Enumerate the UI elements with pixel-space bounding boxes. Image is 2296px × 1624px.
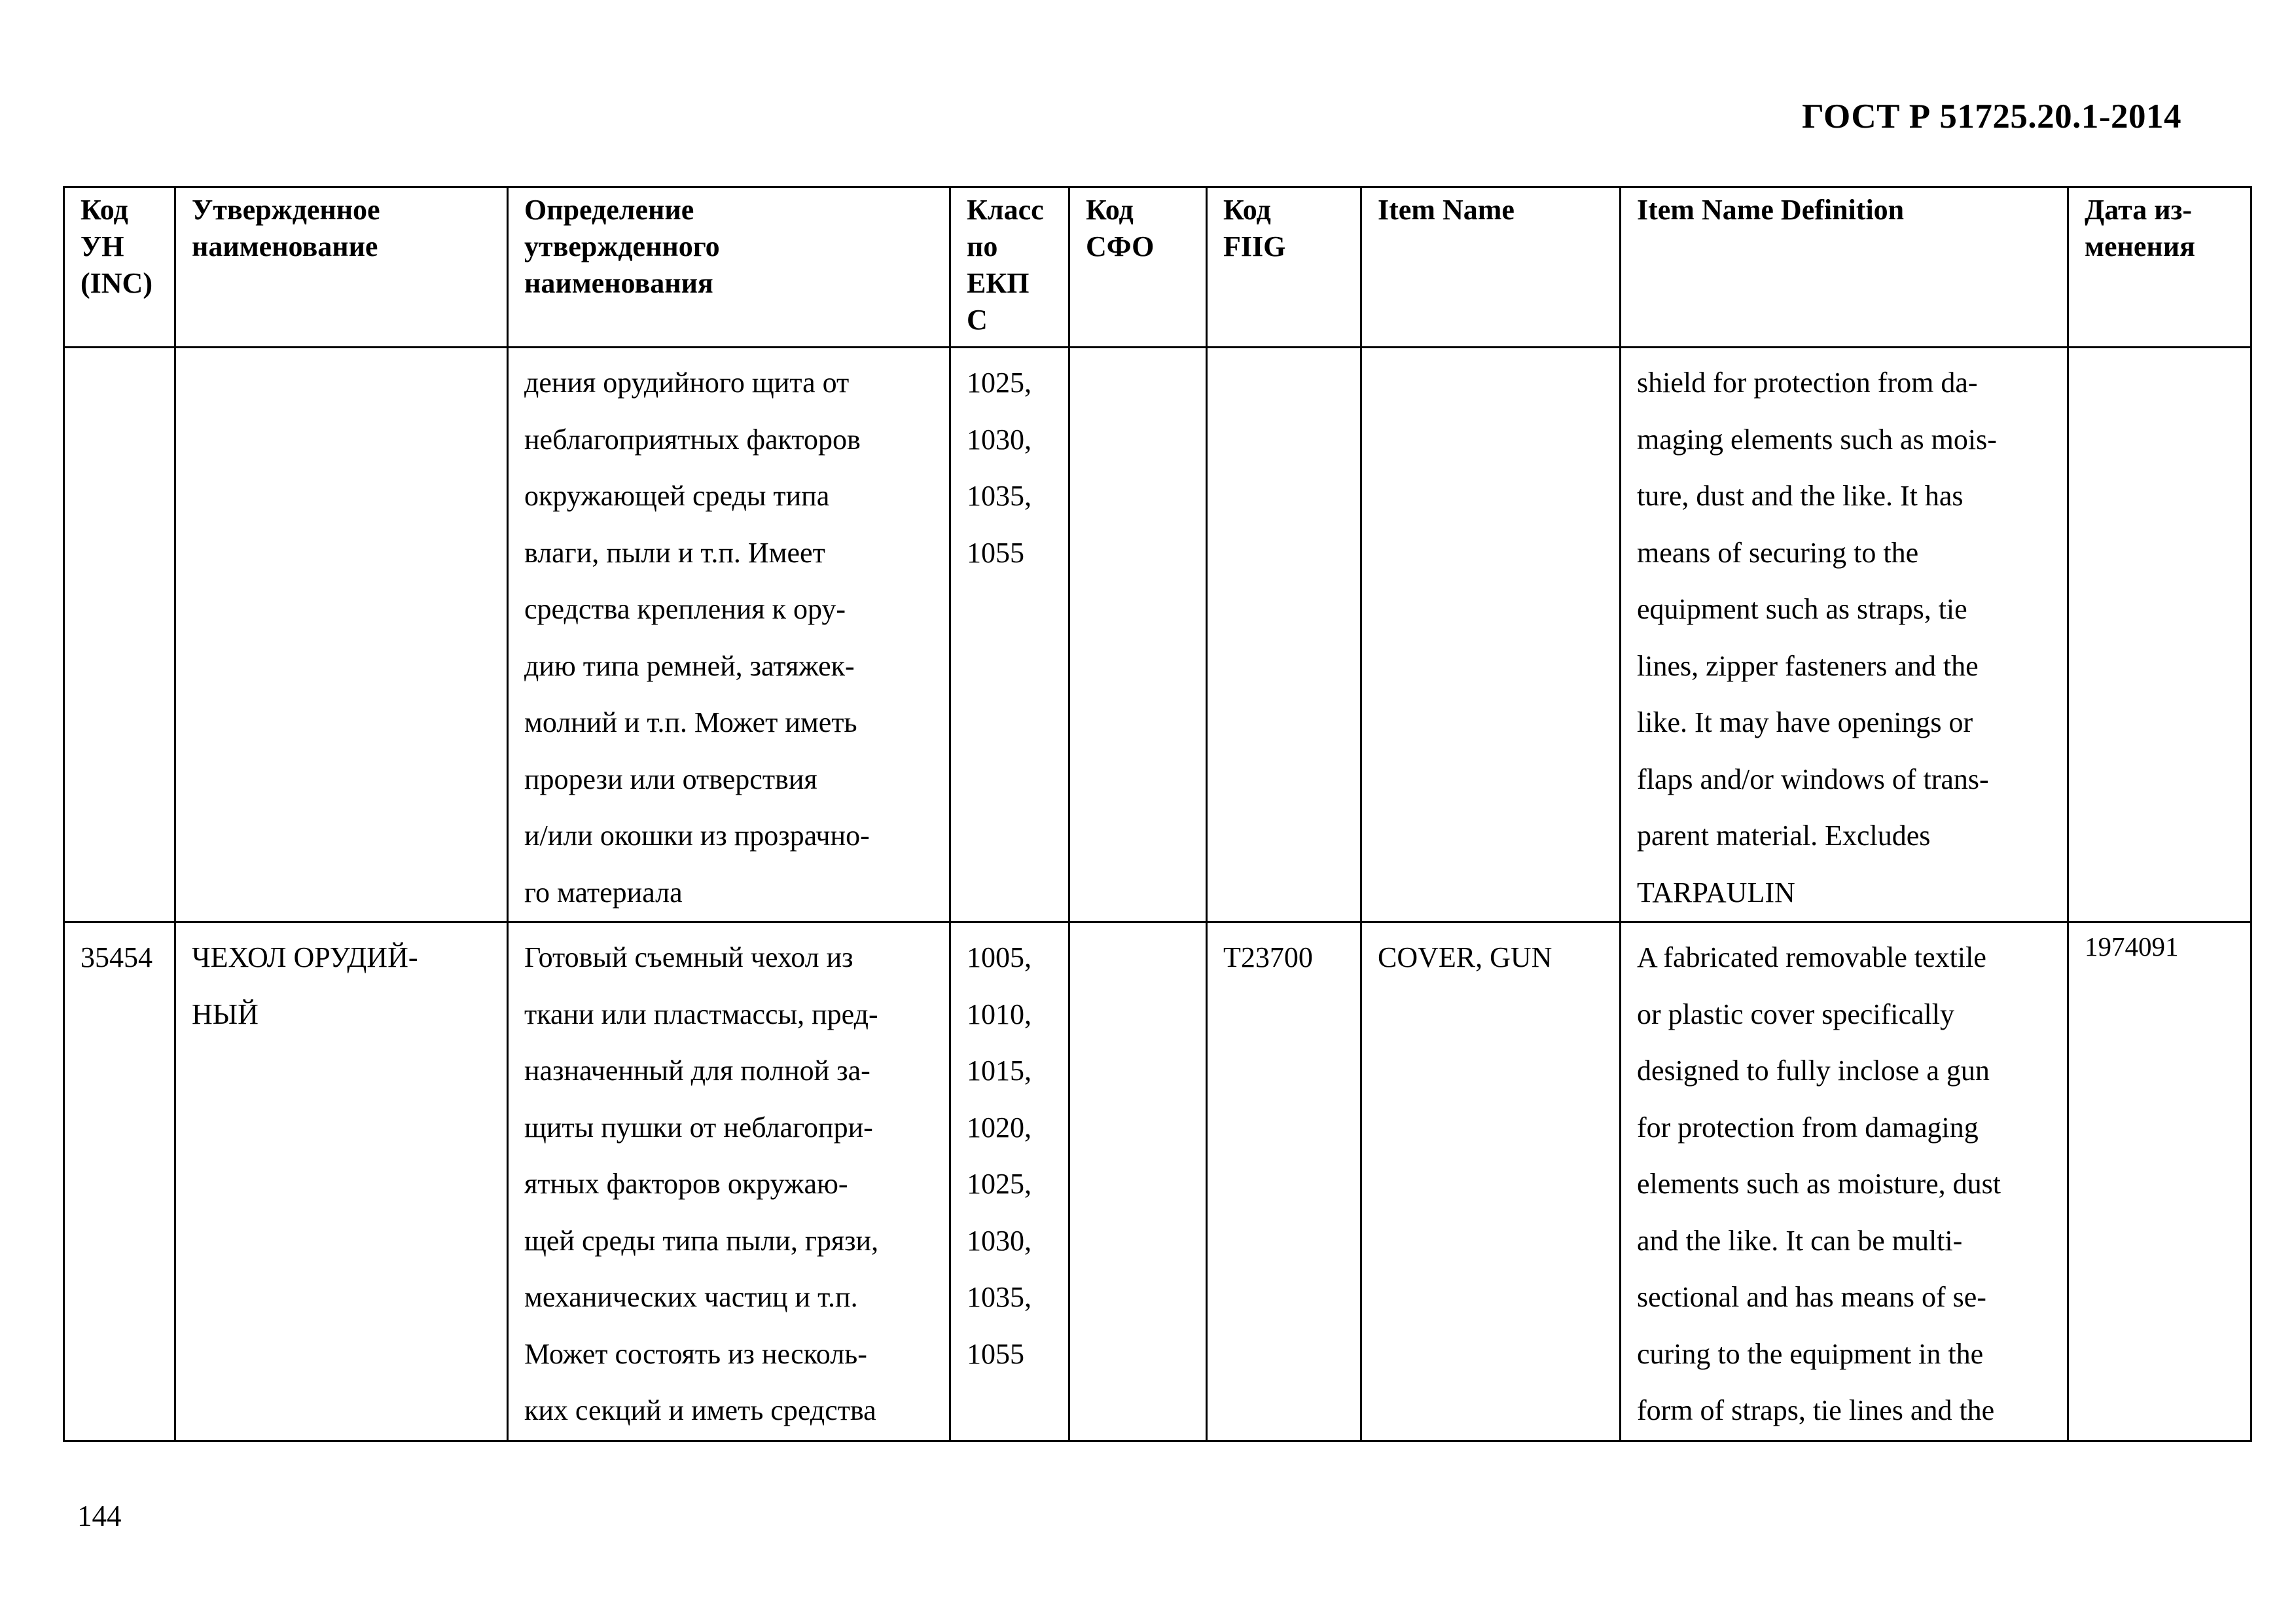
cell-fiig (1207, 348, 1361, 922)
cell-line: УН (81, 230, 124, 262)
cell-line: FIIG (1223, 230, 1286, 262)
cell-line: flaps and/or windows of trans- (1637, 763, 1989, 795)
cell-line: С (967, 304, 988, 336)
cell-inc (64, 922, 175, 1441)
cell-line: ЧЕХОЛ ОРУДИЙ- (192, 941, 418, 973)
cell-line: 1030, (967, 1224, 1031, 1257)
cell-line: Готовый съемный чехол из (524, 941, 853, 973)
cell-line: НЫЙ (192, 998, 259, 1030)
cell-line: 1035, (967, 1281, 1031, 1313)
cell-line: 1025, (967, 367, 1031, 399)
cell-line: 1974091 (2085, 931, 2179, 962)
cell-line: по (967, 230, 998, 262)
cell-line: lines, zipper fasteners and the (1637, 649, 1979, 682)
table-header-row (64, 187, 2251, 348)
cell-line: прорези или отверствия (524, 763, 817, 795)
cell-line: form of straps, tie lines and the (1637, 1394, 1995, 1426)
header-inc (64, 187, 175, 348)
cell-item-definition (1621, 922, 2068, 1441)
cell-line: ких секций и иметь средства (524, 1394, 876, 1426)
cell-line: or plastic cover specifically (1637, 998, 1955, 1030)
table-row (64, 922, 2251, 1441)
cell-line: щей среды типа пыли, грязи, (524, 1224, 879, 1257)
cell-definition-ru (508, 348, 950, 922)
cell-line: назначенный для полной за- (524, 1055, 870, 1087)
cell-line: наименование (192, 230, 378, 262)
cell-line: COVER, GUN (1378, 941, 1552, 973)
cell-change-date (2068, 348, 2251, 922)
cell-line: 1005, (967, 941, 1031, 973)
cell-line: наименования (524, 267, 713, 299)
cell-line: Item Name Definition (1637, 194, 1905, 226)
header-definition-ru (508, 187, 950, 348)
cell-sfo (1069, 348, 1207, 922)
cell-line: щиты пушки от неблагопри- (524, 1111, 873, 1144)
cell-inc (64, 348, 175, 922)
cell-line: ture, dust and the like. It has (1637, 480, 1964, 512)
cell-line: T23700 (1223, 941, 1313, 973)
header-name-ru (175, 187, 508, 348)
cell-line: средства крепления к ору- (524, 593, 846, 625)
page-number: 144 (77, 1500, 122, 1532)
cell-name-ru (175, 348, 508, 922)
cell-line: maging elements such as mois- (1637, 423, 1997, 456)
cell-item-name (1361, 348, 1621, 922)
cell-line: 1010, (967, 998, 1031, 1030)
header-item-definition (1621, 187, 2068, 348)
cell-line: like. It may have openings or (1637, 706, 1973, 738)
cell-line: sectional and has means of se- (1637, 1281, 1986, 1313)
cell-line: Дата из- (2085, 194, 2192, 226)
cell-line: 1055 (967, 536, 1024, 569)
cell-line: and the like. It can be multi- (1637, 1224, 1963, 1257)
document-code: ГОСТ Р 51725.20.1-2014 (1802, 98, 2181, 135)
header-fiig (1207, 187, 1361, 348)
cell-line: неблагоприятных факторов (524, 423, 861, 456)
cell-line: менения (2085, 230, 2195, 262)
cell-line: дения орудийного щита от (524, 367, 850, 399)
table-row (64, 348, 2251, 922)
cell-line: 1015, (967, 1055, 1031, 1087)
cell-fiig (1207, 922, 1361, 1441)
cell-class (950, 348, 1069, 922)
cell-line: окружающей среды типа (524, 480, 830, 512)
cell-name-ru (175, 922, 508, 1441)
header-change-date (2068, 187, 2251, 348)
cell-class (950, 922, 1069, 1441)
cell-item-name (1361, 922, 1621, 1441)
cell-line: 1055 (967, 1337, 1024, 1370)
cell-line: Код (1086, 194, 1134, 226)
cell-line: A fabricated removable textile (1637, 941, 1986, 973)
cell-line: Может состоять из несколь- (524, 1337, 867, 1370)
cell-line: го материала (524, 876, 683, 909)
cell-line: 35454 (81, 941, 152, 973)
cell-line: Утвержденное (192, 194, 380, 226)
cell-line: means of securing to the (1637, 536, 1919, 569)
cell-definition-ru (508, 922, 950, 1441)
cell-line: ткани или пластмассы, пред- (524, 998, 878, 1030)
cell-line: parent material. Excludes (1637, 820, 1931, 852)
cell-line: curing to the equipment in the (1637, 1337, 1984, 1370)
cell-line: механических частиц и т.п. (524, 1281, 858, 1313)
cell-line: Класс (967, 194, 1044, 226)
cell-line: designed to fully inclose a gun (1637, 1055, 1990, 1087)
inc-table (63, 186, 2252, 1442)
cell-line: влаги, пыли и т.п. Имеет (524, 536, 825, 569)
cell-line: и/или окошки из прозрачно- (524, 820, 870, 852)
cell-item-definition (1621, 348, 2068, 922)
cell-line: elements such as moisture, dust (1637, 1168, 2001, 1200)
header-sfo (1069, 187, 1207, 348)
cell-line: 1030, (967, 423, 1031, 456)
cell-line: Код (81, 194, 128, 226)
cell-line: Определение (524, 194, 694, 226)
cell-line: shield for protection from da- (1637, 367, 1978, 399)
cell-line: Item Name (1378, 194, 1515, 226)
cell-line: СФО (1086, 230, 1155, 262)
cell-sfo (1069, 922, 1207, 1441)
cell-change-date (2068, 922, 2251, 1441)
header-class (950, 187, 1069, 348)
header-item-name (1361, 187, 1621, 348)
cell-line: молний и т.п. Может иметь (524, 706, 857, 738)
cell-line: for protection from damaging (1637, 1111, 1979, 1144)
cell-line: equipment such as straps, tie (1637, 593, 1967, 625)
cell-line: дию типа ремней, затяжек- (524, 649, 855, 682)
cell-line: 1020, (967, 1111, 1031, 1144)
cell-line: TARPAULIN (1637, 876, 1795, 909)
cell-line: Код (1223, 194, 1271, 226)
cell-line: 1025, (967, 1168, 1031, 1200)
cell-line: 1035, (967, 480, 1031, 512)
cell-line: (INC) (81, 267, 152, 299)
cell-line: ЕКП (967, 267, 1030, 299)
cell-line: ятных факторов окружаю- (524, 1168, 848, 1200)
cell-line: утвержденного (524, 230, 720, 262)
